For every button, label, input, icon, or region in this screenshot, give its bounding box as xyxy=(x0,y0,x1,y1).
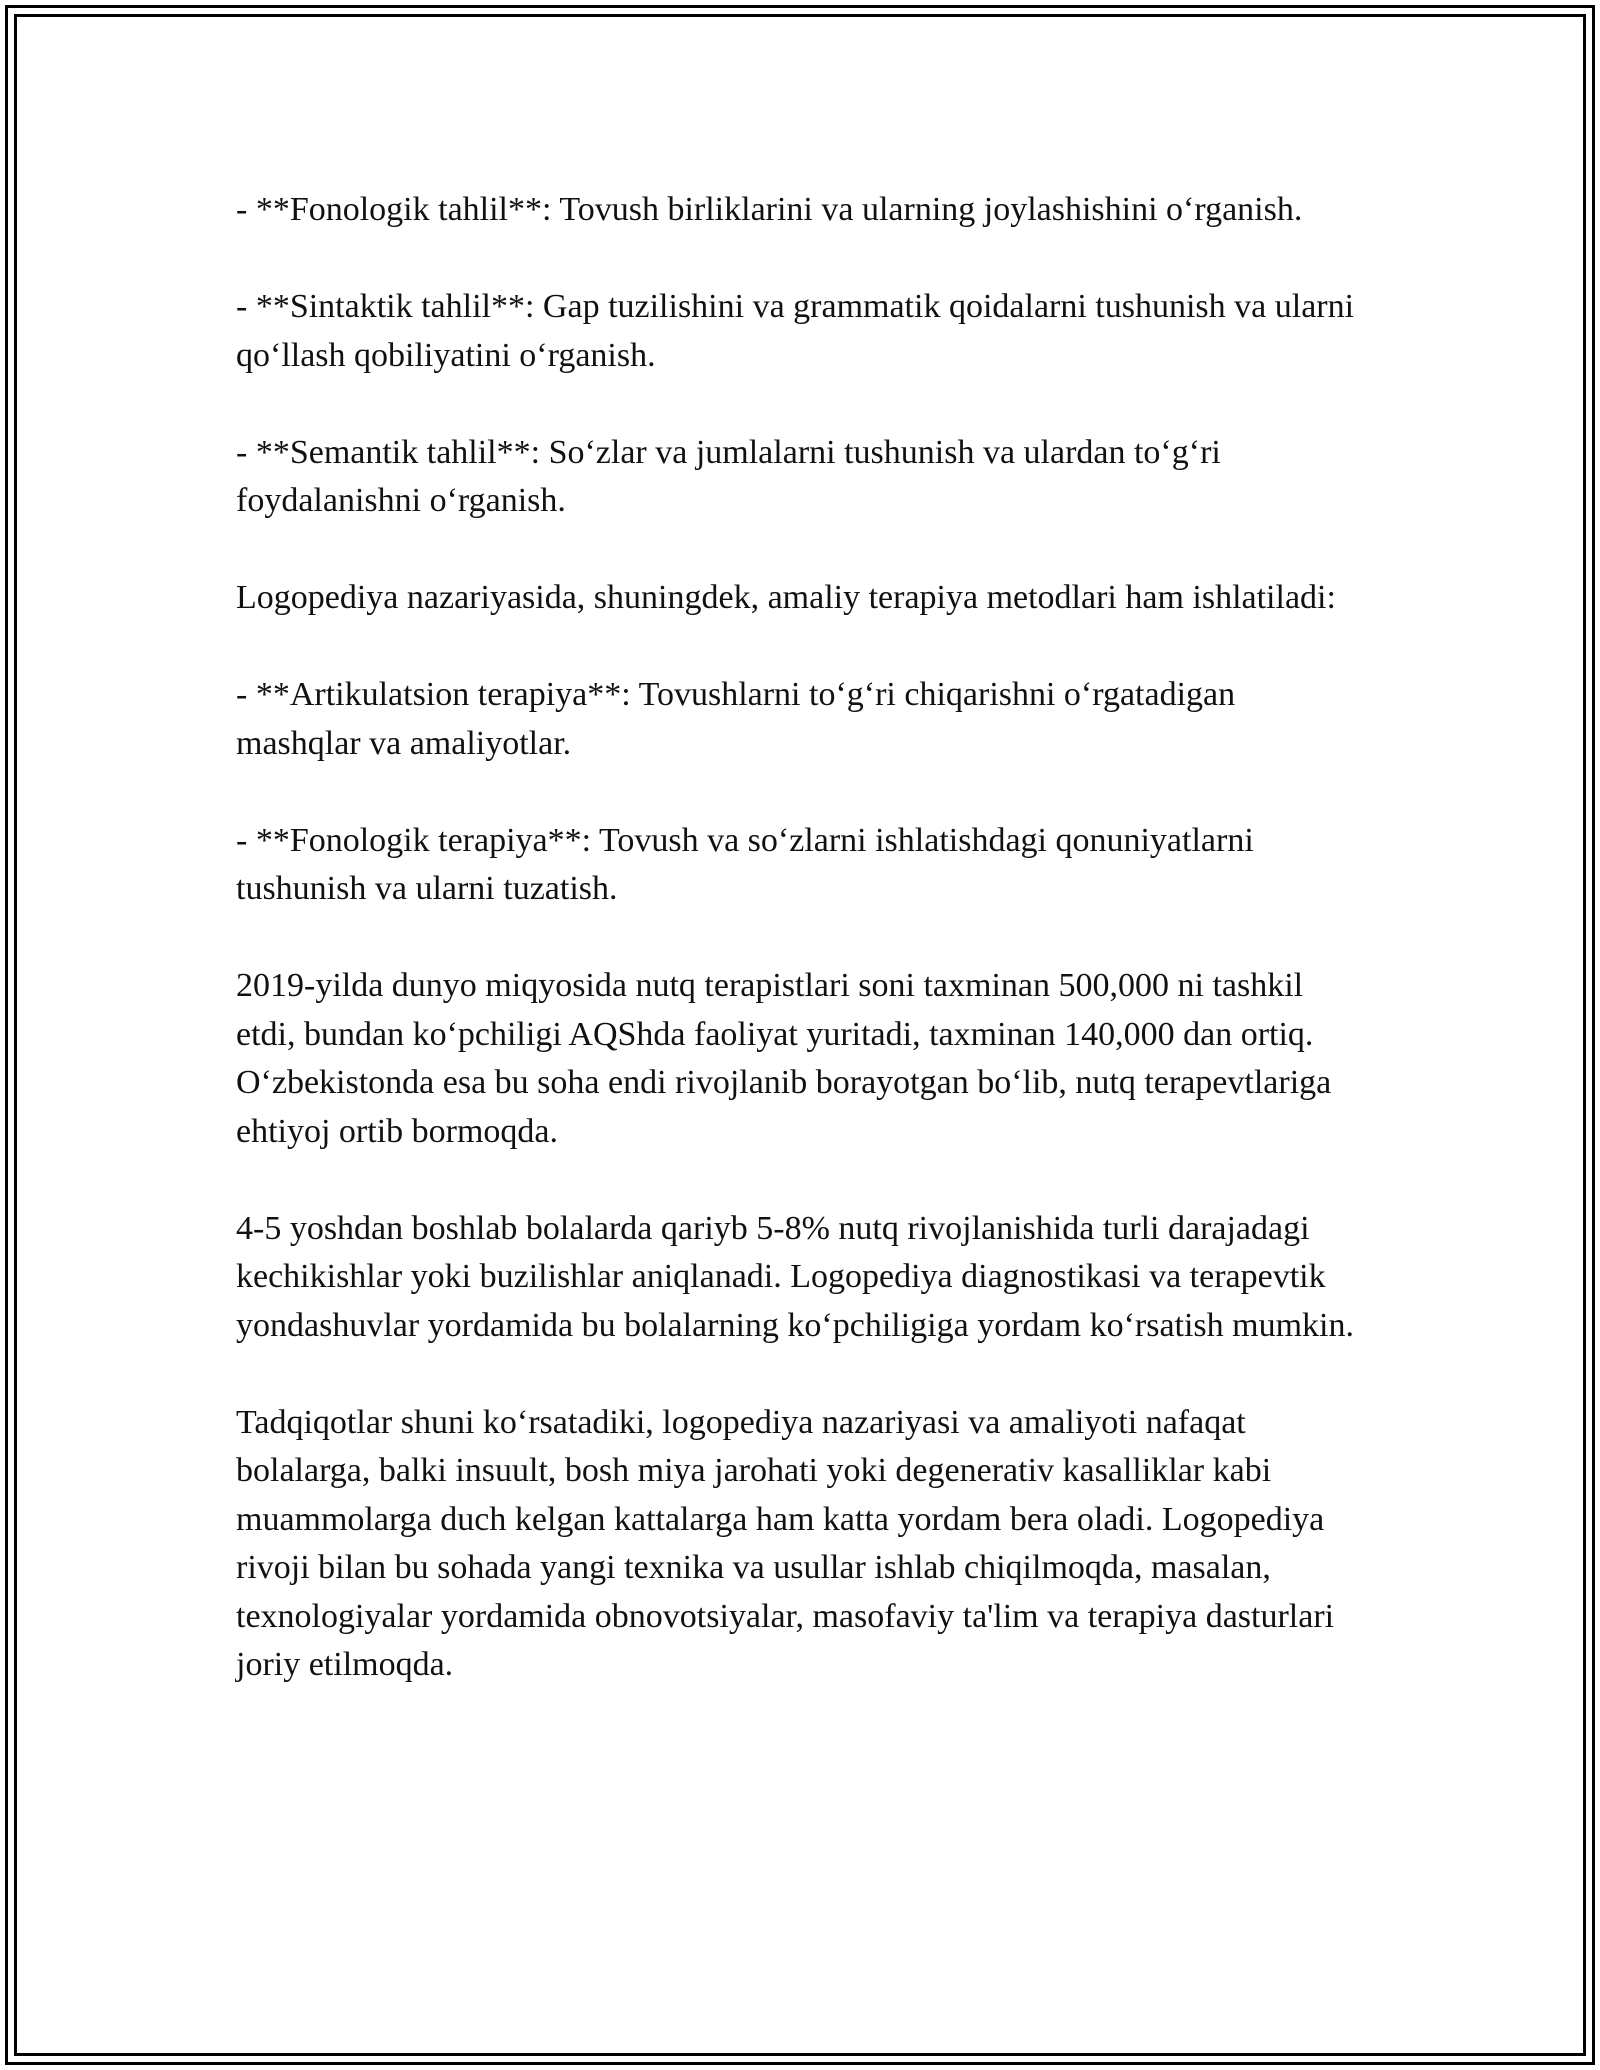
paragraph-fonologik-terapiya: - **Fonologik terapiya**: Tovush va so‘zlarni ishlatishdagi qonuniyatlarni tushunish va ularni tuzatish. xyxy=(236,821,1254,907)
document-body xyxy=(236,186,1366,1690)
paragraph-research-conclusion: Tadqiqotlar shuni ko‘rsatadiki, logopediya nazariyasi va amaliyoti nafaqat bolalarga, balki insuult, bosh miya jarohati yoki degenerativ kasalliklar kabi muammolarga duch kelgan kattalarga ham katta yordam bera oladi. Logopediya rivoji bilan bu sohada yangi texnika va usullar ishlab chiqilmoqda, masalan, texnologiyalar yordamida obnovotsiyalar, masofaviy ta'lim va terapiya dasturlari joriy etilmoqda. xyxy=(236,1403,1335,1683)
paragraph-terapiya-intro: Logopediya nazariyasida, shuningdek, amaliy terapiya metodlari ham ishlatiladi: xyxy=(236,579,1336,616)
paragraph-artikulatsion-terapiya: - **Artikulatsion terapiya**: Tovushlarni to‘g‘ri chiqarishni o‘rgatadigan mashqlar va amaliyotlar. xyxy=(236,676,1236,762)
paragraph-sintaktik-tahlil: - **Sintaktik tahlil**: Gap tuzilishini va grammatik qoidalarni tushunish va ularni qo‘llash qobiliyatini o‘rganish. xyxy=(236,288,1355,374)
paragraph-statistics-2019: 2019-yilda dunyo miqyosida nutq terapistlari soni taxminan 500,000 ni tashkil etdi, bundan ko‘pchiligi AQShda faoliyat yuritadi, taxminan 140,000 dan ortiq. O‘zbekistonda esa bu soha endi rivojlanib borayotgan bo‘lib, nutq terapevtlariga ehtiyoj ortib bormoqda. xyxy=(236,967,1332,1150)
paragraph-semantik-tahlil: - **Semantik tahlil**: So‘zlar va jumlalarni tushunish va ulardan to‘g‘ri foydalanishni o‘rganish. xyxy=(236,433,1221,519)
paragraph-children-statistics: 4-5 yoshdan boshlab bolalarda qariyb 5-8% nutq rivojlanishida turli darajadagi kechikishlar yoki buzilishlar aniqlanadi. Logopediya diagnostikasi va terapevtik yondashuvlar yordamida bu bolalarning ko‘pchiligiga yordam ko‘rsatish mumkin. xyxy=(236,1209,1354,1344)
paragraph-fonologik-tahlil: - **Fonologik tahlil**: Tovush birliklarini va ularning joylashishini o‘rganish. xyxy=(236,191,1303,228)
